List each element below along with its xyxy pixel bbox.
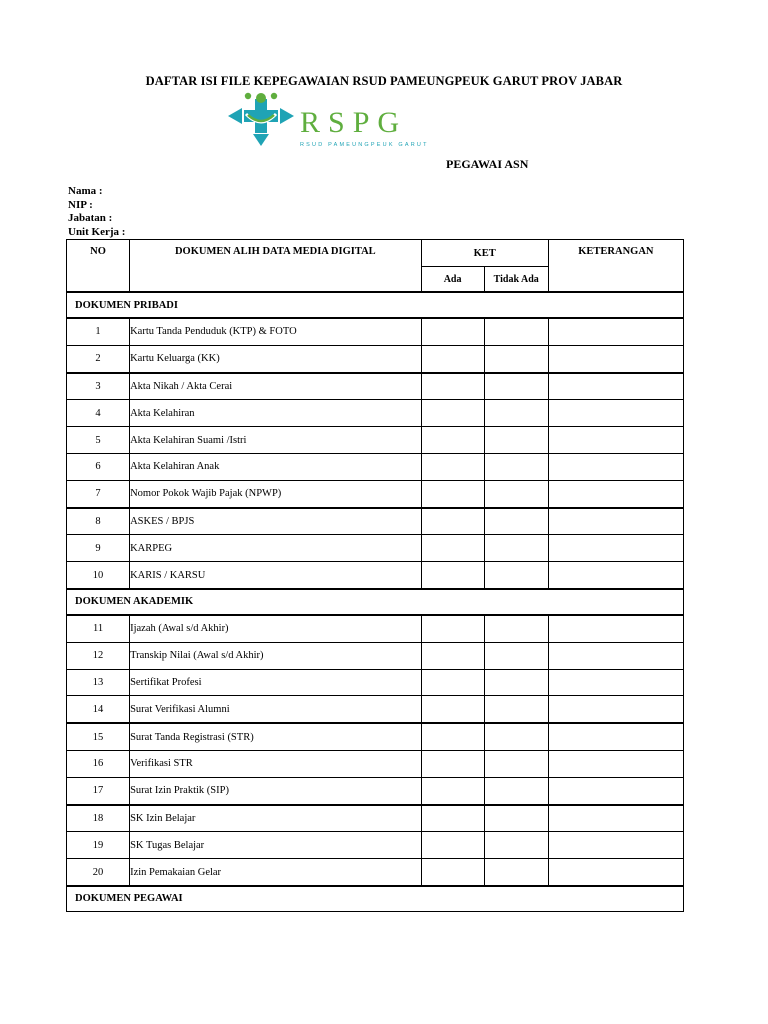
table-row — [67, 669, 684, 696]
employee-fields — [68, 185, 125, 239]
row-document: KARIS / KARSU — [130, 562, 421, 589]
field-unit-kerja[interactable]: Unit Kerja : — [68, 225, 126, 238]
cell-ada[interactable] — [421, 615, 484, 642]
cell-ada[interactable] — [421, 562, 484, 589]
table-row — [67, 777, 684, 804]
header-ada: Ada — [421, 267, 484, 293]
table-row — [67, 805, 684, 832]
section-dokumen-akademik: DOKUMEN AKADEMIK — [67, 589, 684, 615]
cell-ada[interactable] — [421, 453, 484, 480]
row-document: Akta Kelahiran — [130, 400, 421, 427]
row-number: 15 — [67, 723, 130, 750]
row-number: 3 — [67, 373, 130, 400]
cell-tidak-ada[interactable] — [484, 400, 548, 427]
cell-ada[interactable] — [421, 832, 484, 859]
row-number: 12 — [67, 642, 130, 669]
field-nama[interactable]: Nama : — [68, 185, 103, 197]
header-no: NO — [67, 240, 130, 293]
table-row — [67, 696, 684, 723]
cell-ada[interactable] — [421, 805, 484, 832]
cell-keterangan[interactable] — [548, 373, 683, 400]
cell-keterangan[interactable] — [548, 562, 683, 589]
row-document: Surat Verifikasi Alumni — [130, 696, 421, 723]
cell-ada[interactable] — [421, 480, 484, 507]
cell-tidak-ada[interactable] — [484, 723, 548, 750]
cell-keterangan[interactable] — [548, 832, 683, 859]
cell-tidak-ada[interactable] — [484, 777, 548, 804]
row-number: 11 — [67, 615, 130, 642]
header-tidak-ada: Tidak Ada — [484, 267, 548, 293]
header-document: DOKUMEN ALIH DATA MEDIA DIGITAL — [130, 240, 421, 293]
cell-keterangan[interactable] — [548, 453, 683, 480]
cell-ada[interactable] — [421, 508, 484, 535]
row-document: Surat Izin Praktik (SIP) — [130, 777, 421, 804]
row-number: 19 — [67, 832, 130, 859]
row-document: KARPEG — [130, 535, 421, 562]
cell-keterangan[interactable] — [548, 750, 683, 777]
cell-ada[interactable] — [421, 427, 484, 454]
cell-tidak-ada[interactable] — [484, 696, 548, 723]
cell-ada[interactable] — [421, 777, 484, 804]
cell-tidak-ada[interactable] — [484, 345, 548, 372]
field-jabatan[interactable]: Jabatan : — [68, 212, 113, 224]
cell-ada[interactable] — [421, 642, 484, 669]
cell-ada[interactable] — [421, 535, 484, 562]
table-row — [67, 400, 684, 427]
cell-tidak-ada[interactable] — [484, 669, 548, 696]
cell-tidak-ada[interactable] — [484, 508, 548, 535]
cell-keterangan[interactable] — [548, 427, 683, 454]
hospital-cross-icon — [228, 93, 294, 146]
employee-type-heading: PEGAWAI ASN — [446, 157, 529, 171]
row-number: 14 — [67, 696, 130, 723]
table-row — [67, 480, 684, 507]
cell-keterangan[interactable] — [548, 696, 683, 723]
section-dokumen-pribadi: DOKUMEN PRIBADI — [67, 292, 684, 318]
row-document: Verifikasi STR — [130, 750, 421, 777]
cell-tidak-ada[interactable] — [484, 453, 548, 480]
cell-keterangan[interactable] — [548, 859, 683, 886]
cell-tidak-ada[interactable] — [484, 562, 548, 589]
row-number: 4 — [67, 400, 130, 427]
table-row — [67, 318, 684, 345]
table-row — [67, 508, 684, 535]
row-document: Kartu Tanda Penduduk (KTP) & FOTO — [130, 318, 421, 345]
row-document: Akta Nikah / Akta Cerai — [130, 373, 421, 400]
row-number: 10 — [67, 562, 130, 589]
cell-ada[interactable] — [421, 696, 484, 723]
cell-keterangan[interactable] — [548, 615, 683, 642]
logo-tagline: RSUD PAMEUNGPEUK GARUT — [300, 142, 429, 148]
cell-keterangan[interactable] — [548, 777, 683, 804]
document-checklist-table — [66, 239, 684, 912]
cell-keterangan[interactable] — [548, 642, 683, 669]
cell-keterangan[interactable] — [548, 400, 683, 427]
table-row — [67, 373, 684, 400]
row-document: Nomor Pokok Wajib Pajak (NPWP) — [130, 480, 421, 507]
row-document: Surat Tanda Registrasi (STR) — [130, 723, 421, 750]
cell-keterangan[interactable] — [548, 535, 683, 562]
row-document: Transkip Nilai (Awal s/d Akhir) — [130, 642, 421, 669]
cell-keterangan[interactable] — [548, 669, 683, 696]
row-document: Akta Kelahiran Suami /Istri — [130, 427, 421, 454]
table-row — [67, 750, 684, 777]
cell-tidak-ada[interactable] — [484, 805, 548, 832]
section-dokumen-pegawai: DOKUMEN PEGAWAI — [67, 886, 684, 912]
row-document: Sertifikat Profesi — [130, 669, 421, 696]
row-number: 9 — [67, 535, 130, 562]
row-document: ASKES / BPJS — [130, 508, 421, 535]
row-number: 7 — [67, 480, 130, 507]
row-number: 5 — [67, 427, 130, 454]
document-title: DAFTAR ISI FILE KEPEGAWAIAN RSUD PAMEUNGPEUK GARUT PROV JABAR — [145, 74, 623, 88]
cell-tidak-ada[interactable] — [484, 615, 548, 642]
row-number: 16 — [67, 750, 130, 777]
cell-tidak-ada[interactable] — [484, 427, 548, 454]
row-document: Akta Kelahiran Anak — [130, 453, 421, 480]
table-row — [67, 453, 684, 480]
cell-ada[interactable] — [421, 400, 484, 427]
cell-keterangan[interactable] — [548, 805, 683, 832]
cell-ada[interactable] — [421, 859, 484, 886]
row-number: 18 — [67, 805, 130, 832]
row-number: 20 — [67, 859, 130, 886]
cell-tidak-ada[interactable] — [484, 859, 548, 886]
header-keterangan: KETERANGAN — [548, 240, 683, 293]
cell-keterangan[interactable] — [548, 318, 683, 345]
rspg-logo — [224, 90, 444, 152]
table-row — [67, 562, 684, 589]
row-document: SK Tugas Belajar — [130, 832, 421, 859]
row-number: 8 — [67, 508, 130, 535]
row-number: 6 — [67, 453, 130, 480]
cell-tidak-ada[interactable] — [484, 750, 548, 777]
row-number: 13 — [67, 669, 130, 696]
table-row — [67, 832, 684, 859]
cell-tidak-ada[interactable] — [484, 318, 548, 345]
cell-ada[interactable] — [421, 669, 484, 696]
table-row — [67, 345, 684, 372]
row-document: Izin Pemakaian Gelar — [130, 859, 421, 886]
cell-ada[interactable] — [421, 373, 484, 400]
table-row — [67, 427, 684, 454]
table-row — [67, 859, 684, 886]
row-document: SK Izin Belajar — [130, 805, 421, 832]
cell-ada[interactable] — [421, 750, 484, 777]
row-number: 1 — [67, 318, 130, 345]
logo-wordmark: RSPG — [300, 106, 408, 139]
cell-keterangan[interactable] — [548, 508, 683, 535]
row-document: Kartu Keluarga (KK) — [130, 345, 421, 372]
cell-tidak-ada[interactable] — [484, 832, 548, 859]
header-ket: KET — [421, 240, 548, 267]
cell-keterangan[interactable] — [548, 480, 683, 507]
table-row — [67, 642, 684, 669]
cell-tidak-ada[interactable] — [484, 373, 548, 400]
rspg-logo-icon — [224, 90, 444, 152]
cell-tidak-ada[interactable] — [484, 480, 548, 507]
cell-keterangan[interactable] — [548, 723, 683, 750]
table-row — [67, 535, 684, 562]
cell-ada[interactable] — [421, 345, 484, 372]
table-row — [67, 723, 684, 750]
cell-tidak-ada[interactable] — [484, 642, 548, 669]
cell-ada[interactable] — [421, 723, 484, 750]
row-number: 2 — [67, 345, 130, 372]
cell-keterangan[interactable] — [548, 345, 683, 372]
row-number: 17 — [67, 777, 130, 804]
row-document: Ijazah (Awal s/d Akhir) — [130, 615, 421, 642]
cell-ada[interactable] — [421, 318, 484, 345]
cell-tidak-ada[interactable] — [484, 535, 548, 562]
field-nip[interactable]: NIP : — [68, 198, 93, 211]
table-row — [67, 615, 684, 642]
